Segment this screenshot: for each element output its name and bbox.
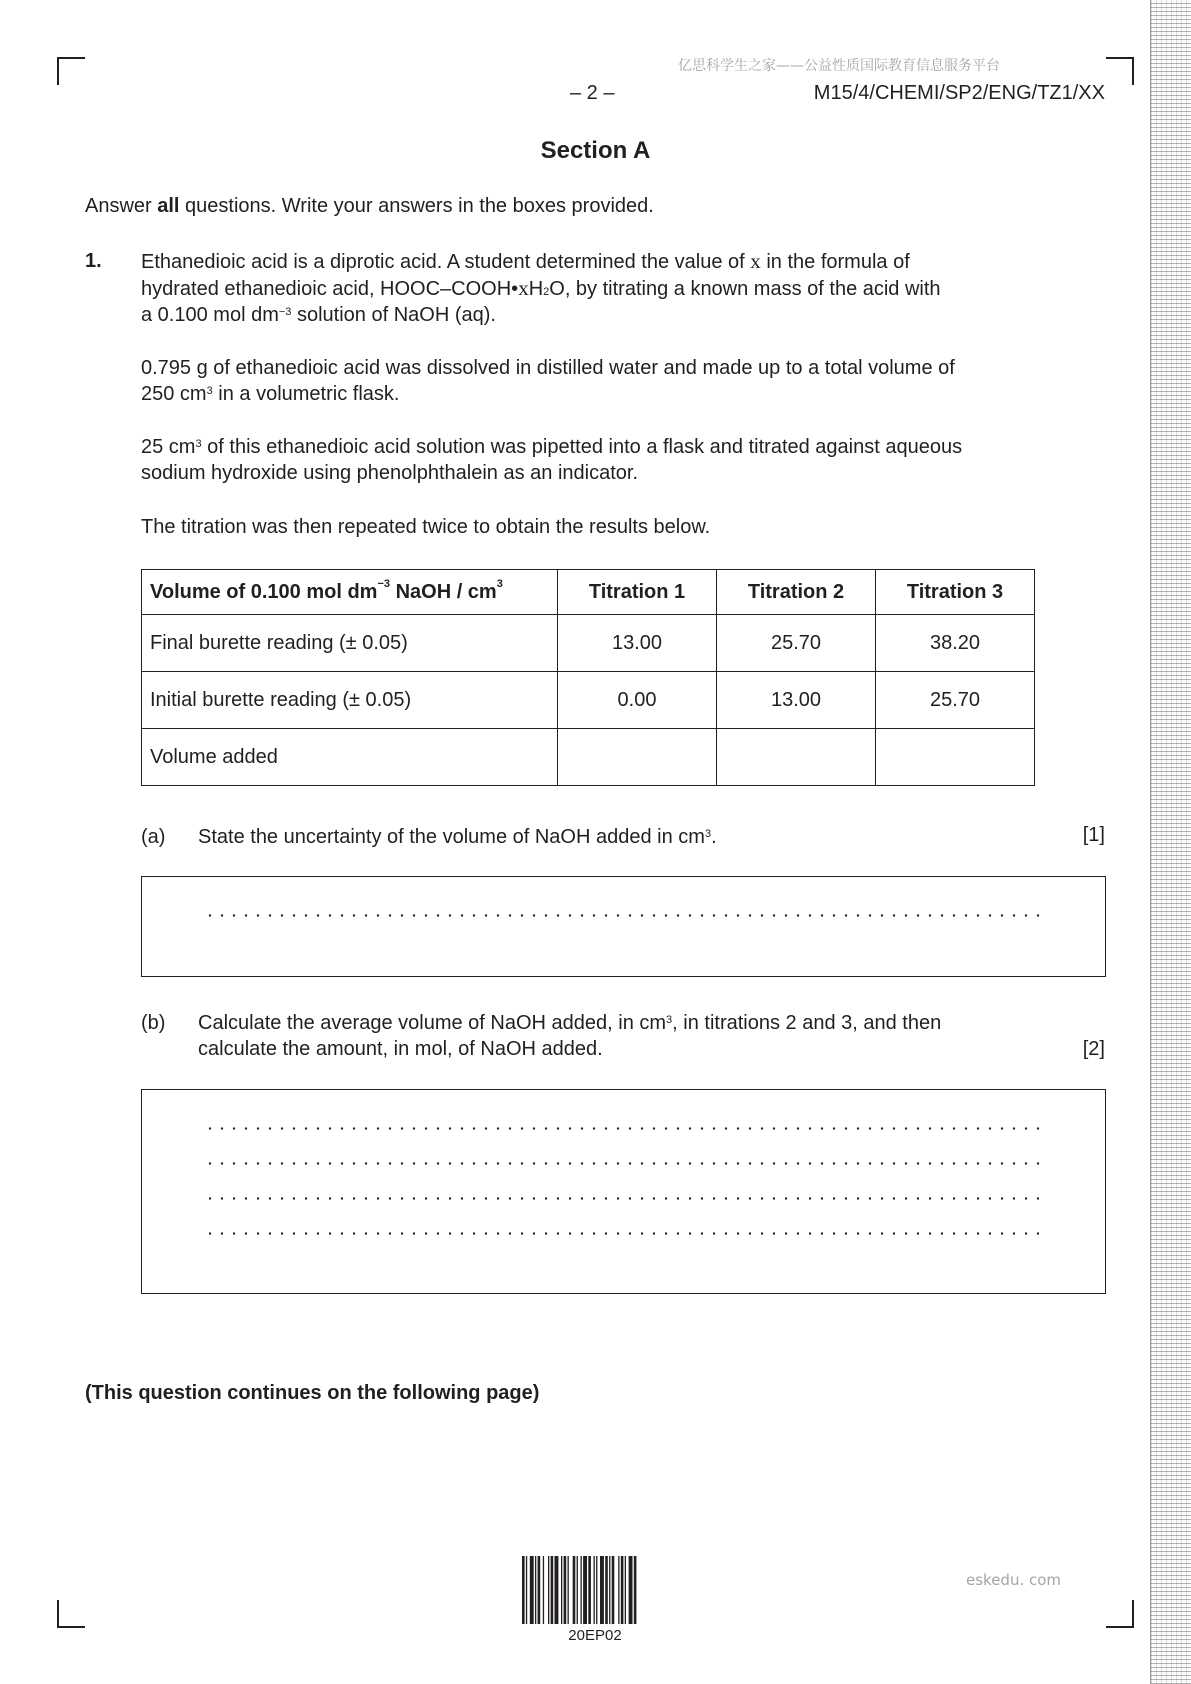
table-header-titration-2: Titration 2 bbox=[717, 570, 876, 615]
barcode-bar bbox=[594, 1556, 595, 1624]
barcode-bar bbox=[522, 1556, 525, 1624]
part-a-question: State the uncertainty of the volume of NaOH added in $cm^3$. bbox=[198, 826, 717, 848]
table-header-titration-1: Titration 1 bbox=[558, 570, 717, 615]
barcode-bar bbox=[577, 1556, 578, 1624]
barcode-bar bbox=[555, 1556, 559, 1624]
page-number: – 2 – bbox=[570, 82, 615, 104]
page-edge-strip bbox=[1150, 0, 1191, 1684]
barcode-bar bbox=[526, 1556, 527, 1624]
barcode-bar bbox=[629, 1556, 633, 1624]
barcode-bar bbox=[618, 1556, 619, 1624]
answer-line bbox=[204, 914, 1044, 917]
answer-line bbox=[204, 1232, 1044, 1235]
watermark-text: 亿思科学生之家——公益性质国际教育信息服务平台 bbox=[678, 58, 1000, 74]
table-cell: 13.00 bbox=[717, 672, 876, 729]
question-paragraph-titration: 25 $cm^3$ of this ethanedioic acid solution was pipetted into a flask and titrated against aqueous sodium hydroxide using phenolphthalein as an indicator. bbox=[141, 436, 963, 484]
part-b-question: Calculate the average volume of NaOH added, in $cm^3$, in titrations 2 and 3, and then calculate the amount, in mol, of NaOH added. bbox=[198, 1012, 942, 1060]
paper-code: M15/4/CHEMI/SP2/ENG/TZ1/XX bbox=[813, 82, 1105, 104]
part-b-marks: [2] bbox=[1082, 1038, 1105, 1060]
barcode-bar bbox=[581, 1556, 582, 1624]
titration-results-table bbox=[141, 569, 1035, 786]
barcode-bar bbox=[596, 1556, 597, 1624]
barcode-bar bbox=[568, 1556, 569, 1624]
barcode-bar bbox=[583, 1556, 587, 1624]
barcode-bar bbox=[625, 1556, 626, 1624]
volume-added-input-1[interactable] bbox=[558, 729, 717, 786]
table-header-row bbox=[142, 570, 1035, 615]
volume-added-input-2[interactable] bbox=[717, 729, 876, 786]
table-cell: 13.00 bbox=[558, 615, 717, 672]
barcode-bar bbox=[588, 1556, 591, 1624]
answer-line bbox=[204, 1127, 1044, 1130]
barcode-bar bbox=[600, 1556, 604, 1624]
barcode-bar bbox=[612, 1556, 615, 1624]
crop-mark-bottom-left bbox=[57, 1600, 85, 1628]
answer-line bbox=[204, 1162, 1044, 1165]
table-row bbox=[142, 672, 1035, 729]
barcode-bar bbox=[551, 1556, 554, 1624]
table-row bbox=[142, 729, 1035, 786]
table-header-titration-3: Titration 3 bbox=[876, 570, 1035, 615]
site-watermark: eskedu. com bbox=[966, 1571, 1062, 1589]
continues-note: (This question continues on the following page) bbox=[85, 1382, 540, 1404]
barcode-bar bbox=[535, 1556, 536, 1624]
volume-added-input-3[interactable] bbox=[876, 729, 1035, 786]
question-intro: Ethanedioic acid is a diprotic acid. A student determined the value of x in the formula of hydrated ethanedioic acid, HOOC–$COOH•xH_2O$, by titrating a known mass of the acid with a 0.100 mol $dm^{-3}$ solution of NaOH (aq). bbox=[141, 249, 941, 326]
table-header-volume: Volume of 0.100 mol $dm^{-3}$ NaOH / $cm^3$ bbox=[142, 570, 558, 615]
part-a-answer-box[interactable] bbox=[141, 876, 1106, 977]
part-b-label: (b) bbox=[141, 1012, 166, 1034]
crop-mark-top-left bbox=[57, 57, 85, 85]
barcode-bar bbox=[564, 1556, 567, 1624]
section-instruction: Answer all questions. Write your answers in the boxes provided. bbox=[85, 195, 654, 217]
question-paragraph-mass: 0.795 g of ethanedioic acid was dissolved in distilled water and made up to a total volume of 250 $cm^3$ in a volumetric flask. bbox=[141, 357, 955, 405]
barcode-bar bbox=[634, 1556, 637, 1624]
crop-mark-bottom-right bbox=[1106, 1600, 1134, 1628]
crop-mark-top-right bbox=[1106, 57, 1134, 85]
table-cell: 38.20 bbox=[876, 615, 1035, 672]
row-label-initial: Initial burette reading (± 0.05) bbox=[142, 672, 558, 729]
barcode-label: 20EP02 bbox=[568, 1627, 622, 1644]
answer-line bbox=[204, 1197, 1044, 1200]
barcode bbox=[522, 1556, 668, 1626]
barcode-bar bbox=[621, 1556, 624, 1624]
barcode-bar bbox=[605, 1556, 608, 1624]
table-cell: 25.70 bbox=[717, 615, 876, 672]
row-label-volume-added: Volume added bbox=[142, 729, 558, 786]
barcode-bar bbox=[548, 1556, 549, 1624]
section-title: Section A bbox=[540, 137, 651, 164]
row-label-final: Final burette reading (± 0.05) bbox=[142, 615, 558, 672]
table-cell: 25.70 bbox=[876, 672, 1035, 729]
table-cell: 0.00 bbox=[558, 672, 717, 729]
barcode-bar bbox=[573, 1556, 576, 1624]
barcode-bar bbox=[538, 1556, 541, 1624]
barcode-bar bbox=[543, 1556, 544, 1624]
barcode-bar bbox=[561, 1556, 562, 1624]
part-b-answer-box[interactable] bbox=[141, 1089, 1106, 1294]
question-number: 1. bbox=[85, 250, 102, 272]
question-paragraph-repeat: The titration was then repeated twice to obtain the results below. bbox=[141, 516, 711, 538]
part-a-marks: [1] bbox=[1082, 824, 1105, 846]
barcode-bar bbox=[530, 1556, 534, 1624]
barcode-bar bbox=[609, 1556, 610, 1624]
part-a-label: (a) bbox=[141, 826, 166, 848]
table-row bbox=[142, 615, 1035, 672]
